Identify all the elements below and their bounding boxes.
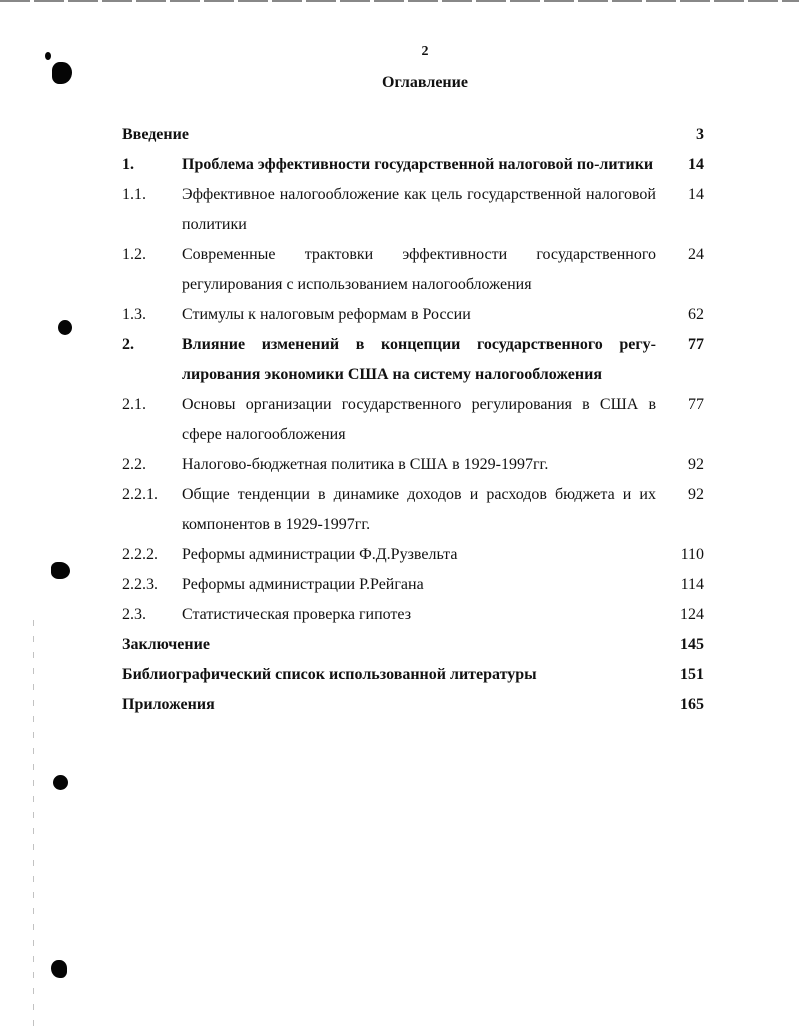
toc-entry (122, 150, 704, 180)
toc-entry-title: Проблема эффективности государственной налоговой по-литики (182, 156, 654, 173)
toc-entry (122, 180, 704, 240)
toc-entry-page: 14 (688, 186, 704, 203)
toc-entry (122, 480, 704, 540)
toc-entry-number: 1.3. (122, 306, 146, 323)
toc-entry-number: 2.2.1. (122, 486, 158, 503)
toc-entry-title: Налогово-бюджетная политика в США в 1929-1997гг. (182, 456, 549, 473)
toc-entry-page: 151 (680, 666, 704, 683)
toc-entry-title: Реформы администрации Р.Рейгана (182, 576, 424, 593)
toc-entry (122, 330, 704, 390)
toc-entry-page: 145 (680, 636, 704, 653)
toc-entry-page: 77 (688, 336, 704, 353)
toc-entry (122, 390, 704, 450)
toc-entry (122, 120, 704, 150)
toc-entry-title: Стимулы к налоговым реформам в России (182, 306, 471, 323)
toc-entry-number: Введение (122, 126, 189, 143)
scan-left-margin-line (33, 620, 34, 1030)
toc-entry-number: 1.1. (122, 186, 146, 203)
toc-entry (122, 540, 704, 570)
toc-entry (122, 600, 704, 630)
toc-entry-title: Реформы администрации Ф.Д.Рузвельта (182, 546, 458, 563)
toc-entry-page: 124 (680, 606, 704, 623)
toc-entry-title: Статистическая проверка гипотез (182, 606, 412, 623)
toc-entry-page: 110 (680, 546, 704, 563)
toc-entry (122, 300, 704, 330)
toc-entry-page: 92 (688, 456, 704, 473)
scan-top-border (0, 0, 799, 2)
toc-entry-number: Библиографический список использованной литературы (122, 666, 537, 683)
toc-entry-number: 1. (122, 156, 134, 173)
toc-entry-page: 165 (680, 696, 704, 713)
toc-entry-number: Заключение (122, 636, 210, 653)
toc-entry (122, 660, 704, 690)
toc-entry-title: Влияние изменений в концепции государственного регу-лирования экономики США на систему налогообложения (182, 336, 656, 383)
ink-blot (51, 562, 70, 579)
toc-entry (122, 240, 704, 300)
toc-entry-number: Приложения (122, 696, 215, 713)
toc-entry-number: 2.1. (122, 396, 146, 413)
toc-entry-page: 62 (688, 306, 704, 323)
toc-entry-number: 2.2.3. (122, 576, 158, 593)
toc-entry-title: Основы организации государственного регулирования в США в сфере налогообложения (182, 396, 656, 443)
page-number: 2 (421, 44, 429, 59)
page-title: Оглавление (382, 74, 468, 91)
toc-entry-number: 2.2. (122, 456, 146, 473)
toc-entry-number: 2.3. (122, 606, 146, 623)
table-of-contents (122, 120, 704, 720)
toc-entry-page: 77 (688, 396, 704, 413)
toc-entry (122, 690, 704, 720)
toc-entry-page: 24 (688, 246, 704, 263)
toc-entry-page: 92 (688, 486, 704, 503)
ink-blot (58, 320, 72, 335)
toc-entry-page: 14 (688, 156, 704, 173)
toc-entry-title: Эффективное налогообложение как цель государственной налоговой политики (182, 186, 656, 233)
toc-entry-number: 2.2.2. (122, 546, 158, 563)
toc-entry (122, 570, 704, 600)
ink-blot (53, 775, 68, 790)
toc-entry-number: 2. (122, 336, 134, 353)
toc-entry-page: 3 (696, 126, 704, 143)
toc-entry-title: Общие тенденции в динамике доходов и расходов бюджета и их компонентов в 1929-1997гг. (182, 486, 656, 533)
toc-entry-title: Современные трактовки эффективности государственного регулирования с использованием налогообложения (182, 246, 656, 293)
toc-entry (122, 630, 704, 660)
toc-entry (122, 450, 704, 480)
toc-entry-number: 1.2. (122, 246, 146, 263)
toc-entry-page: 114 (680, 576, 704, 593)
ink-blot (51, 960, 67, 978)
